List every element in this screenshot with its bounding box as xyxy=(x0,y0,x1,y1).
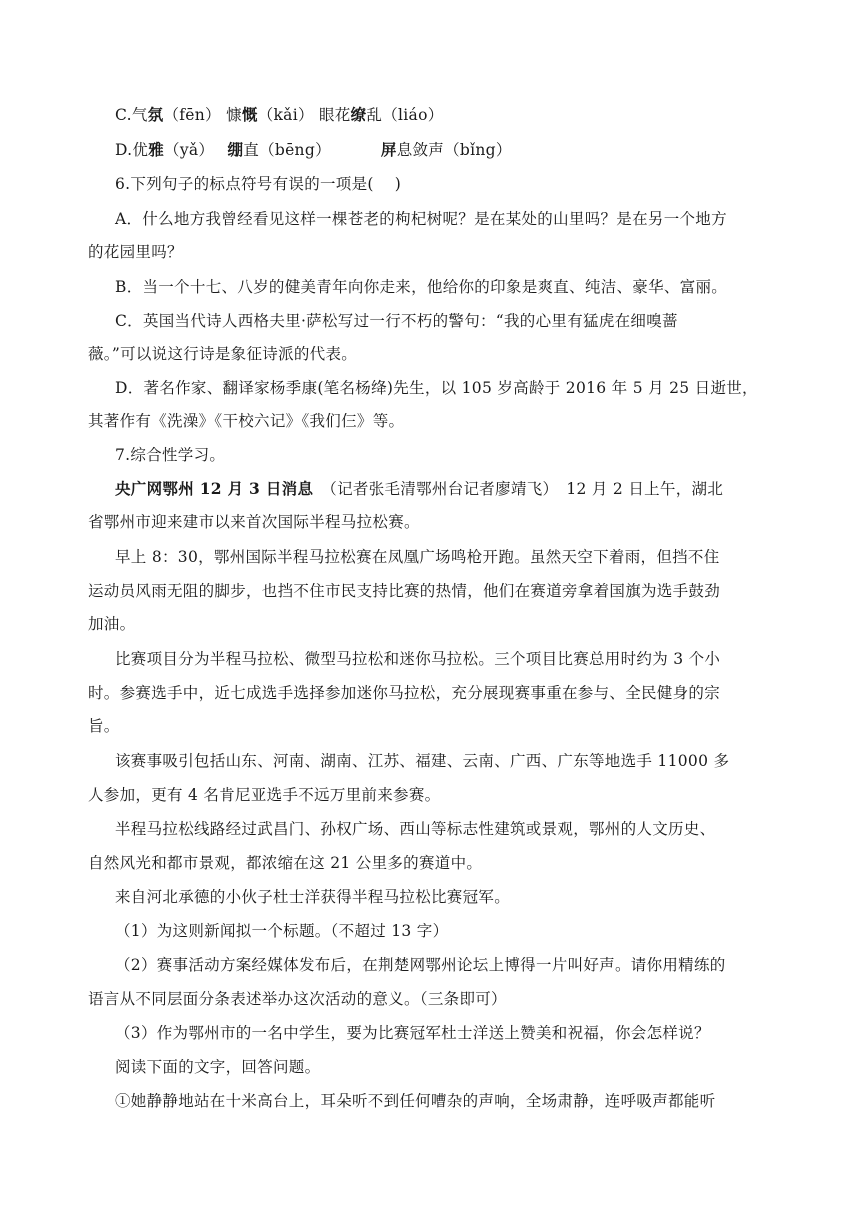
news-p1-line1: 早上 8：30，鄂州国际半程马拉松赛在凤凰广场鸣枪开跑。虽然天空下着雨，但挡不住 xyxy=(115,548,720,566)
option-c-char1: 氛 xyxy=(147,105,164,124)
option-c-char3: 缭 xyxy=(350,105,367,124)
option-d-prefix: D.优 xyxy=(115,141,149,159)
q6-option-d-line2: 其著作有《洗澡》《干校六记》《我们仨》等。 xyxy=(88,412,405,430)
option-d-text2: 直（bēng） xyxy=(243,141,331,159)
q6-option-a-line1: A．什么地方我曾经看见这样一棵苍老的枸杞树呢？是在某处的山里吗？是在另一个地方 xyxy=(115,210,727,228)
option-c-text3: 乱（liáo） xyxy=(366,106,444,124)
q7-lead-line2: 省鄂州市迎来建市以来首次国际半程马拉松赛。 xyxy=(88,513,420,531)
news-p1-line2: 运动员风雨无阻的脚步，也挡不住市民支持比赛的热情，他们在赛道旁拿着国旗为选手鼓劲 xyxy=(88,582,721,600)
option-d xyxy=(115,140,512,160)
reading-intro: 阅读下面的文字，回答问题。 xyxy=(115,1058,321,1076)
option-c-char2: 慨 xyxy=(241,105,258,124)
option-c-prefix: C.气 xyxy=(115,106,148,124)
q6-option-b: B．当一个十七、八岁的健美青年向你走来，他给你的印象是爽直、纯洁、豪华、富丽。 xyxy=(115,278,728,296)
q6-stem: 6.下列句子的标点符号有误的一项是( ) xyxy=(115,175,402,193)
q7-sub2-line2: 语言从不同层面分条表述举办这次活动的意义。（三条即可） xyxy=(88,990,507,1008)
q7-lead xyxy=(115,479,723,499)
news-p4-line1: 半程马拉松线路经过武昌门、孙权广场、西山等标志性建筑或景观，鄂州的人文历史、 xyxy=(115,820,716,838)
option-d-char1: 雅 xyxy=(148,140,165,159)
option-c-text1: （fēn） 慷 xyxy=(163,106,242,124)
q6-option-c-line1: C．英国当代诗人西格夫里·萨松写过一行不朽的警句：“我的心里有猛虎在细嗅蔷 xyxy=(115,312,678,330)
news-p5: 来自河北承德的小伙子杜士洋获得半程马拉松比赛冠军。 xyxy=(115,888,511,906)
q7-stem: 7.综合性学习。 xyxy=(115,446,226,464)
news-p2-line1: 比赛项目分为半程马拉松、微型马拉松和迷你马拉松。三个项目比赛总用时约为 3 个小 xyxy=(115,650,721,668)
q7-sub2-line1: （2）赛事活动方案经媒体发布后，在荆楚网鄂州论坛上博得一片叫好声。请你用精练的 xyxy=(115,956,726,974)
option-c-text2: （kǎi） 眼花 xyxy=(257,106,351,124)
q7-lead-text: （记者张毛清鄂州台记者廖靖飞） 12 月 2 日上午，湖北 xyxy=(313,480,724,498)
news-p2-line2: 时。参赛选手中，近七成选手选择参加迷你马拉松，充分展现赛事重在参与、全民健身的宗 xyxy=(88,684,721,702)
q6-option-a-line2: 的花园里吗？ xyxy=(88,243,183,261)
reading-p1: ①她静静地站在十米高台上，耳朵听不到任何嘈杂的声响，全场肃静，连呼吸声都能听 xyxy=(115,1092,716,1110)
news-p3-line1: 该赛事吸引包括山东、河南、湖南、江苏、福建、云南、广西、广东等地选手 11000 多 xyxy=(115,752,730,770)
option-c xyxy=(115,105,444,125)
q6-option-c-line2: 薇。”可以说这行诗是象征诗派的代表。 xyxy=(88,345,358,363)
option-d-char3: 屏 xyxy=(380,140,397,159)
option-d-text3: 息敛声（bǐng） xyxy=(396,141,512,159)
q7-sub1: （1）为这则新闻拟一个标题。（不超过 13 字） xyxy=(115,922,449,940)
news-p2-line3: 旨。 xyxy=(88,717,120,735)
news-p3-line2: 人参加，更有 4 名肯尼亚选手不远万里前来参赛。 xyxy=(88,786,441,804)
news-p1-line3: 加油。 xyxy=(88,615,136,633)
q7-lead-dateline: 央广网鄂州 12 月 3 日消息 xyxy=(115,479,314,498)
q7-sub3: （3）作为鄂州市的一名中学生，要为比赛冠军杜士洋送上赞美和祝福，你会怎样说？ xyxy=(115,1024,710,1042)
option-d-text1: （yǎ） xyxy=(164,141,220,159)
q6-option-d-line1: D．著名作家、翻译家杨季康(笔名杨绛)先生，以 105 岁高龄于 2016 年 5 月 25 日逝世， xyxy=(115,379,758,397)
news-p4-line2: 自然风光和都市景观，都浓缩在这 21 公里多的赛道中。 xyxy=(88,854,483,872)
option-d-char2: 绷 xyxy=(227,140,244,159)
